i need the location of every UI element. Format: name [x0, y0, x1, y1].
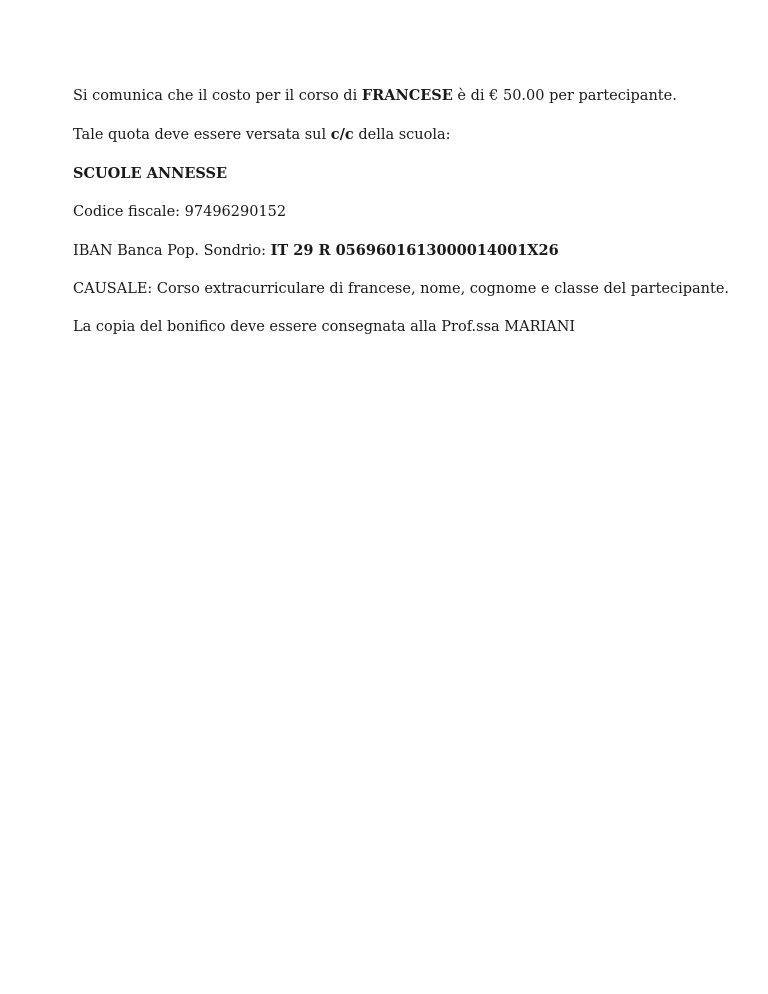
payment-instruction-after: della scuola: [353, 127, 451, 143]
course-name: FRANCESE [361, 87, 453, 104]
course-cost-line [73, 86, 733, 106]
closing-line: La copia del bonifico deve essere consegnata alla Prof.ssa MARIANI [73, 319, 576, 335]
course-cost-text-after: è di € 50.00 per partecipante. [452, 88, 677, 104]
iban-value: IT 29 R 0569601613000014001X26 [270, 242, 559, 259]
account-abbrev: c/c [330, 126, 354, 143]
iban-line [73, 241, 733, 261]
payment-instruction-before: Tale quota deve essere versata sul [73, 127, 331, 143]
causale-line: CAUSALE: Corso extracurriculare di francese, nome, cognome e classe del partecipante. [73, 281, 730, 297]
school-name: SCUOLE ANNESSE [73, 165, 228, 182]
payment-instruction-line [73, 125, 733, 145]
course-cost-text-before: Si comunica che il costo per il corso di [73, 88, 362, 104]
iban-label: IBAN Banca Pop. Sondrio: [73, 243, 271, 259]
school-name-line [73, 164, 733, 184]
tax-code-line: Codice fiscale: 97496290152 [73, 204, 287, 220]
document-body [73, 86, 733, 356]
